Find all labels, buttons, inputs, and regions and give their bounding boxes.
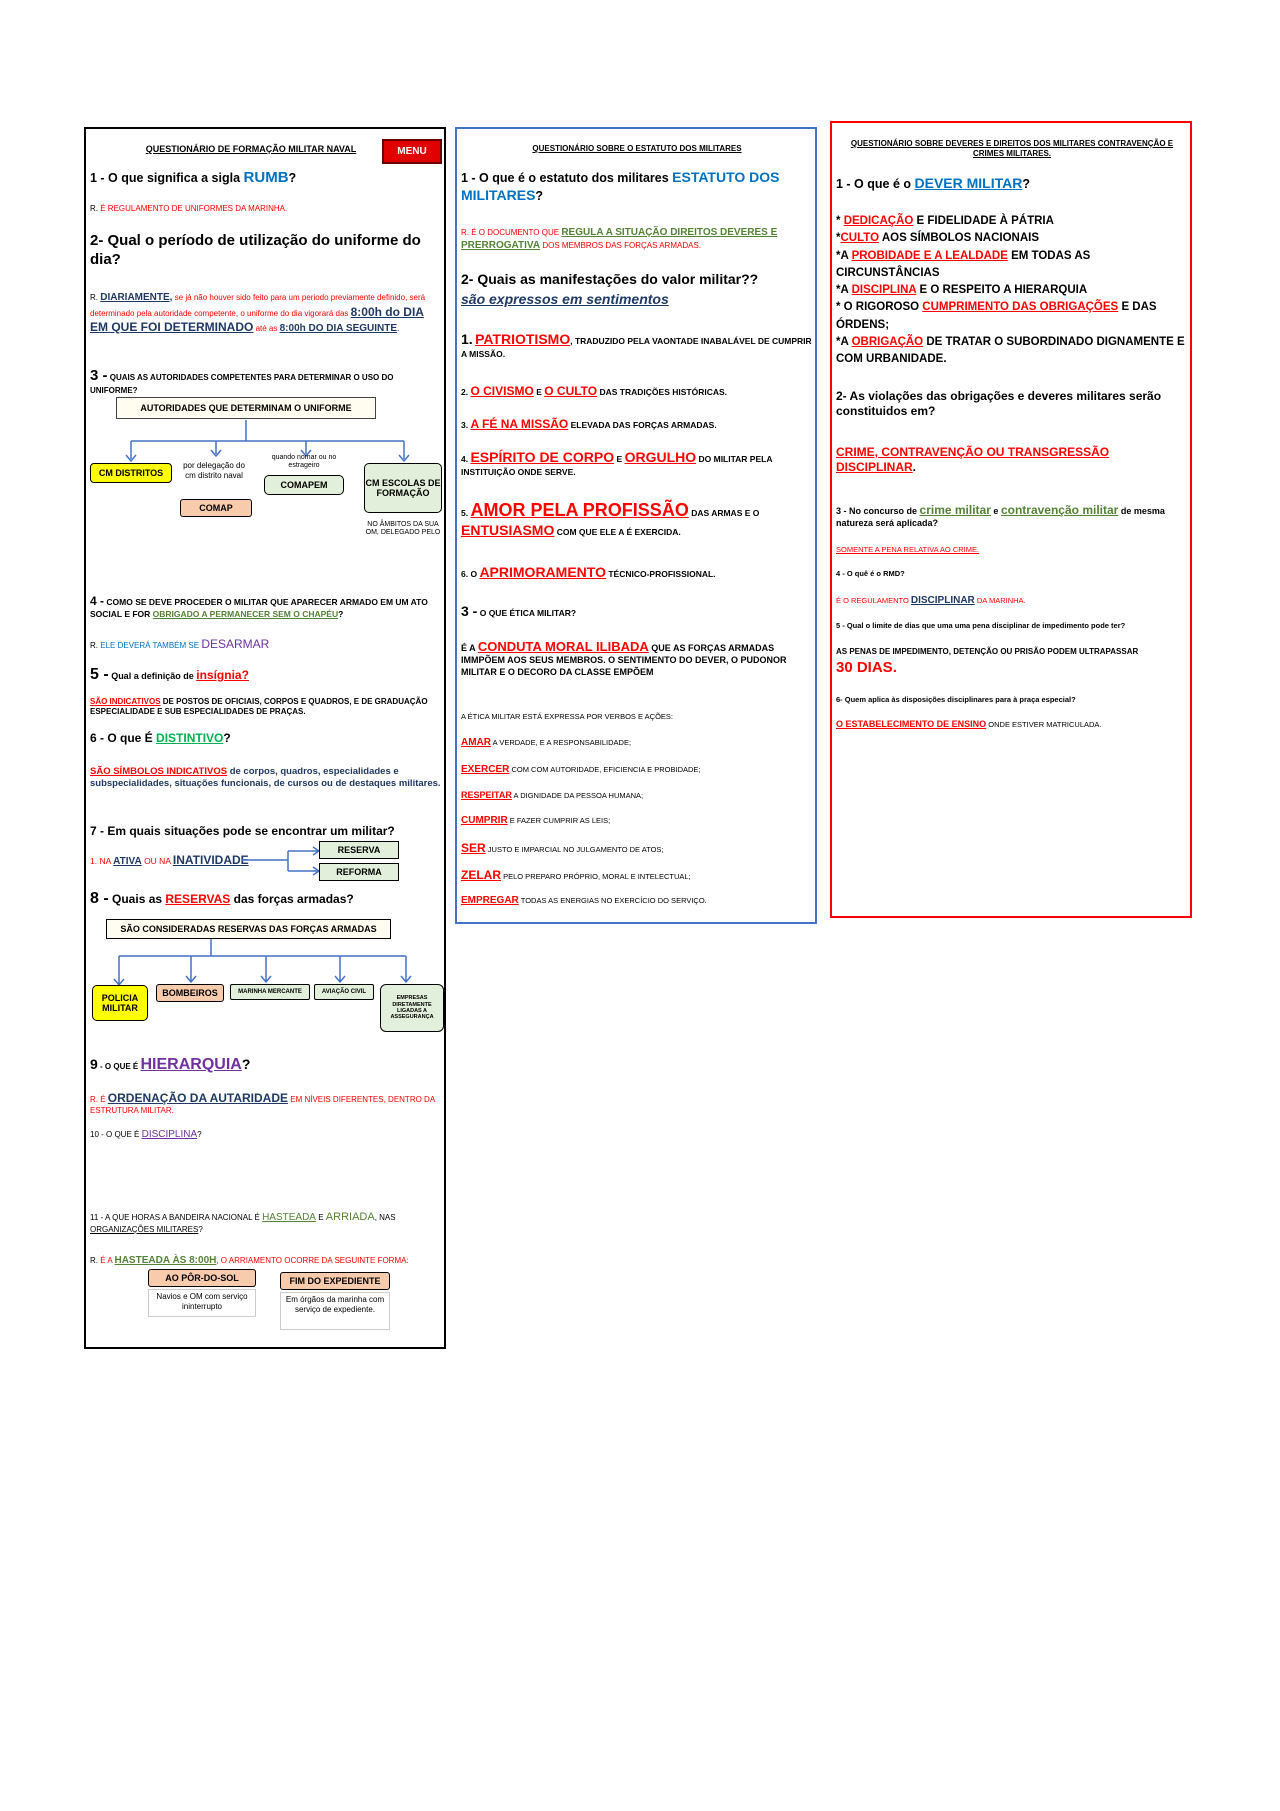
p3-q2: 2- As violações das obrigações e deveres militares serão constituidos em?	[836, 389, 1162, 418]
menu-button[interactable]: MENU	[382, 139, 442, 164]
p1-q7: 7 - Em quais situações pode se encontrar um militar?	[90, 824, 395, 838]
note-delegacao: por delegação do cm distrito naval	[183, 461, 245, 480]
p1-q2: 2- Qual o período de utilização do uniforme do dia?	[90, 232, 421, 268]
p2-verb-7: EMPREGAR TODAS AS ENERGIAS NO EXERCÍCIO DO SERVIÇO.	[461, 895, 707, 906]
p1-a1: R. É REGULAMENTO DE UNIFORMES DA MARINHA.	[90, 204, 288, 213]
p1-a6: SÃO SÍMBOLOS INDICATIVOS de corpos, quadros, especialidades e subspecialidades, situações funcionais, de cursos ou de destaques militares.	[90, 766, 441, 789]
p3-q6: 6- Quem aplica às disposições disciplinares para à praça especial?	[836, 695, 1076, 704]
note-ambitos: NO ÂMBITOS DA SUA OM, DELEGADO PELO	[365, 521, 441, 537]
p2-verb-1: AMAR A VERDADE, E A RESPONSABILIDADE;	[461, 737, 632, 748]
p1-a4: R. ELE DEVERÁ TAMBÉM SE DESARMAR	[90, 637, 270, 651]
p3-duty-2: *CULTO AOS SÍMBOLOS NACIONAIS	[836, 232, 1039, 245]
p1-q11: 11 - A QUE HORAS A BANDEIRA NACIONAL É HASTEADA E ARRIADA, NAS ORGANIZAÇÕES MILITARES?	[90, 1211, 396, 1234]
panel-estatuto-militares	[455, 127, 817, 924]
node-reforma: REFORMA	[319, 863, 399, 881]
p1-q1: 1 - O que significa a sigla RUMB?	[90, 169, 297, 186]
p2-item-6: 6. O APRIMORAMENTO TÉCNICO-PROFISSIONAL.	[461, 564, 716, 580]
p3-q1: 1 - O que é o DEVER MILITAR?	[836, 175, 1030, 191]
diagram1-header: AUTORIDADES QUE DETERMINAM O UNIFORME	[116, 397, 376, 419]
p2-verb-4: CUMPRIR E FAZER CUMPRIR AS LEIS;	[461, 815, 611, 826]
p2-verb-5: SER JUSTO E IMPARCIAL NO JULGAMENTO DE ATOS;	[461, 841, 664, 855]
p3-a3: SOMENTE A PENA RELATIVA AO CRIME.	[836, 545, 980, 554]
p1-q5: 5 - Qual a definição de insígnia?	[90, 666, 249, 683]
p1-a5: SÃO INDICATIVOS DE POSTOS DE OFICIAIS, CORPOS E QUADROS, E DE GRADUAÇÃO ESPECIALIDADE E SUB ESPECIALIDADES DE PRAÇAS.	[90, 697, 428, 716]
note-orgaos: Em órgãos da marinha com serviço de expediente.	[280, 1292, 390, 1330]
node-por-do-sol: AO PÔR-DO-SOL	[148, 1269, 256, 1287]
diagram2-connectors	[86, 129, 448, 1351]
p3-a5: AS PENAS DE IMPEDIMENTO, DETENÇÃO OU PRISÃO PODEM ULTRAPASSAR	[836, 647, 1139, 656]
p2-item-5: 5. AMOR PELA PROFISSÃO DAS ARMAS E O ENTUSIASMO COM QUE ELE A É EXERCIDA.	[461, 500, 760, 538]
p2-q2-sub: são expressos em sentimentos	[461, 291, 669, 307]
node-marinha-mercante: MARINHA MERCANTE	[230, 984, 310, 1000]
panel1-title: QUESTIONÁRIO DE FORMAÇÃO MILITAR NAVAL	[145, 144, 357, 154]
p2-verb-3: RESPEITAR A DIGNIDADE DA PESSOA HUMANA;	[461, 790, 644, 800]
p1-a7: 1. NA ATIVA OU NA INATIVIDADE	[90, 853, 249, 867]
panel-deveres-direitos	[830, 121, 1192, 918]
panel-formacao-militar	[84, 127, 446, 1349]
p2-etica-intro: A ÉTICA MILITAR ESTÁ EXPRESSA POR VERBOS E AÇÕES:	[461, 712, 674, 721]
p3-q5: 5 - Qual o limite de dias que uma uma pena disciplinar de impedimento pode ter?	[836, 621, 1126, 630]
p2-q3: 3 - O QUE ÉTICA MILITAR?	[461, 603, 577, 619]
p3-duty-4: *A DISCIPLINA E O RESPEITO A HIERARQUIA	[836, 284, 1088, 296]
p1-q10: 10 - O QUE É DISCIPLINA?	[90, 1129, 202, 1140]
p3-duty-3: *A PROBIDADE E A LEALDADE EM TODAS AS CIRCUNSTÂNCIAS	[836, 249, 1091, 279]
p2-item-1: 1. PATRIOTISMO, TRADUZIDO PELA VAONTADE INABALÁVEL DE CUMPRIR A MISSÃO.	[461, 331, 812, 359]
node-policia-militar: POLICIA MILITAR	[92, 985, 148, 1021]
p2-q2: 2- Quais as manifestações do valor militar??	[461, 271, 759, 287]
node-cm-distritos: CM DISTRITOS	[90, 463, 172, 483]
node-cm-escolas: CM ESCOLAS DE FORMAÇÃO	[364, 463, 442, 513]
panel2-title: QUESTIONÁRIO SOBRE O ESTATUTO DOS MILITARES	[532, 144, 742, 153]
p3-a2: CRIME, CONTRAVENÇÃO OU TRANSGRESSÃO DISCIPLINAR.	[836, 445, 1110, 474]
p1-a2: R. DIARIAMENTE, se já não houver sido feito para um periodo previamente definido, será determinado pela autoridade competente, o uniforme do dia vigorará das 8:00h do DIA EM QUE FOI DETERMINADO até as 8:00h DO DIA SEGUINTE.	[90, 292, 426, 334]
node-aviacao-civil: AVIAÇÃO CIVIL	[314, 984, 374, 1000]
p3-duty-1: * DEDICAÇÃO E FIDELIDADE À PÁTRIA	[836, 215, 1054, 227]
node-empresas-seguranca: EMPRESAS DIRETAMENTE LIGADAS A ASSEGURANÇA	[380, 984, 444, 1032]
p3-a5-term: 30 DIAS.	[836, 659, 897, 676]
node-fim-expediente: FIM DO EXPEDIENTE	[280, 1272, 390, 1290]
note-nomar: quando nomar ou no estrageiro	[271, 454, 337, 470]
p2-a3: É A CONDUTA MORAL ILIBADA QUE AS FORÇAS ARMADAS IMMPÕEM AOS SEUS MEMBROS. O SENTIMENTO DO DEVER, O PUDONOR MILITAR E O DECORO DA CLASSE EMPÕEM	[461, 639, 787, 677]
p1-a9: R. É ORDENAÇÃO DA AUTARIDADE EM NÍVEIS DIFERENTES, DENTRO DA ESTRUTURA MILITAR.	[90, 1091, 435, 1115]
panel3-title: QUESTIONÁRIO SOBRE DEVERES E DIREITOS DOS MILITARES CONTRAVENÇÃO E CRIMES MILITARES.	[850, 139, 1174, 158]
p3-q3: 3 - No concurso de crime militar e contravenção militar de mesma natureza será aplicada?	[836, 503, 1165, 528]
p1-q3: 3 - QUAIS AS AUTORIDADES COMPETENTES PARA DETERMINAR O USO DO UNIFORME?	[90, 367, 394, 395]
note-navios: Navios e OM com serviço ininterrupto	[148, 1289, 256, 1317]
p3-duty-6: *A OBRIGAÇÃO DE TRATAR O SUBORDINADO DIGNAMENTE E COM URBANIDADE.	[836, 335, 1185, 365]
p1-q4: 4 - COMO SE DEVE PROCEDER O MILITAR QUE APARECER ARMADO EM UM ATO SOCIAL E FOR OBRIGADO A PERMANECER SEM O CHAPÉU?	[90, 594, 428, 619]
p2-item-4: 4. ESPÍRITO DE CORPO E ORGULHO DO MILITAR PELA INSTITUIÇÃO ONDE SERVE.	[461, 449, 773, 477]
node-bombeiros: BOMBEIROS	[156, 984, 224, 1002]
p1-q9: 9 - O QUE É HIERARQUIA?	[90, 1056, 251, 1073]
p3-a6: O ESTABELECIMENTO DE ENSINO ONDE ESTIVER MATRICULADA.	[836, 719, 1102, 729]
p2-item-2: 2. O CIVISMO E O CULTO DAS TRADIÇÕES HISTÓRICAS.	[461, 384, 728, 398]
p2-a1: R. É O DOCUMENTO QUE REGULA A SITUAÇÃO DIREITOS DEVERES E PRERROGATIVA DOS MEMBROS DAS FORÇAS ARMADAS.	[461, 227, 778, 251]
p2-item-3: 3. A FÉ NA MISSÃO ELEVADA DAS FORÇAS ARMADAS.	[461, 417, 717, 431]
node-comap: COMAP	[180, 499, 252, 517]
p1-q8: 8 - Quais as RESERVAS das forças armadas?	[90, 890, 354, 907]
p3-duties	[836, 213, 1188, 368]
p1-q6: 6 - O que É DISTINTIVO?	[90, 731, 231, 745]
p2-q1: 1 - O que é o estatuto dos militares ESTATUTO DOS MILITARES?	[461, 169, 780, 203]
p2-verb-6: ZELAR PELO PREPARO PRÓPRIO, MORAL E INTELECTUAL;	[461, 868, 691, 882]
node-reserva: RESERVA	[319, 841, 399, 859]
diagram2-header: SÃO CONSIDERADAS RESERVAS DAS FORÇAS ARMADAS	[106, 919, 391, 939]
p3-a4: É O REGULAMENTO DISCIPLINAR DA MARINHA.	[836, 595, 1026, 606]
node-comapem: COMAPEM	[264, 475, 344, 495]
p3-q4: 4 - O quê é o RMD?	[836, 569, 905, 578]
p3-duty-5: * O RIGOROSO CUMPRIMENTO DAS OBRIGAÇÕES E DAS ÓRDENS;	[836, 301, 1157, 331]
p2-verb-2: EXERCER COM COM AUTORIDADE, EFICIENCIA E PROBIDADE;	[461, 764, 701, 775]
p1-a11: R. É A HASTEADA ÀS 8:00H, O ARRIAMENTO OCORRE DA SEGUINTE FORMA:	[90, 1255, 409, 1266]
